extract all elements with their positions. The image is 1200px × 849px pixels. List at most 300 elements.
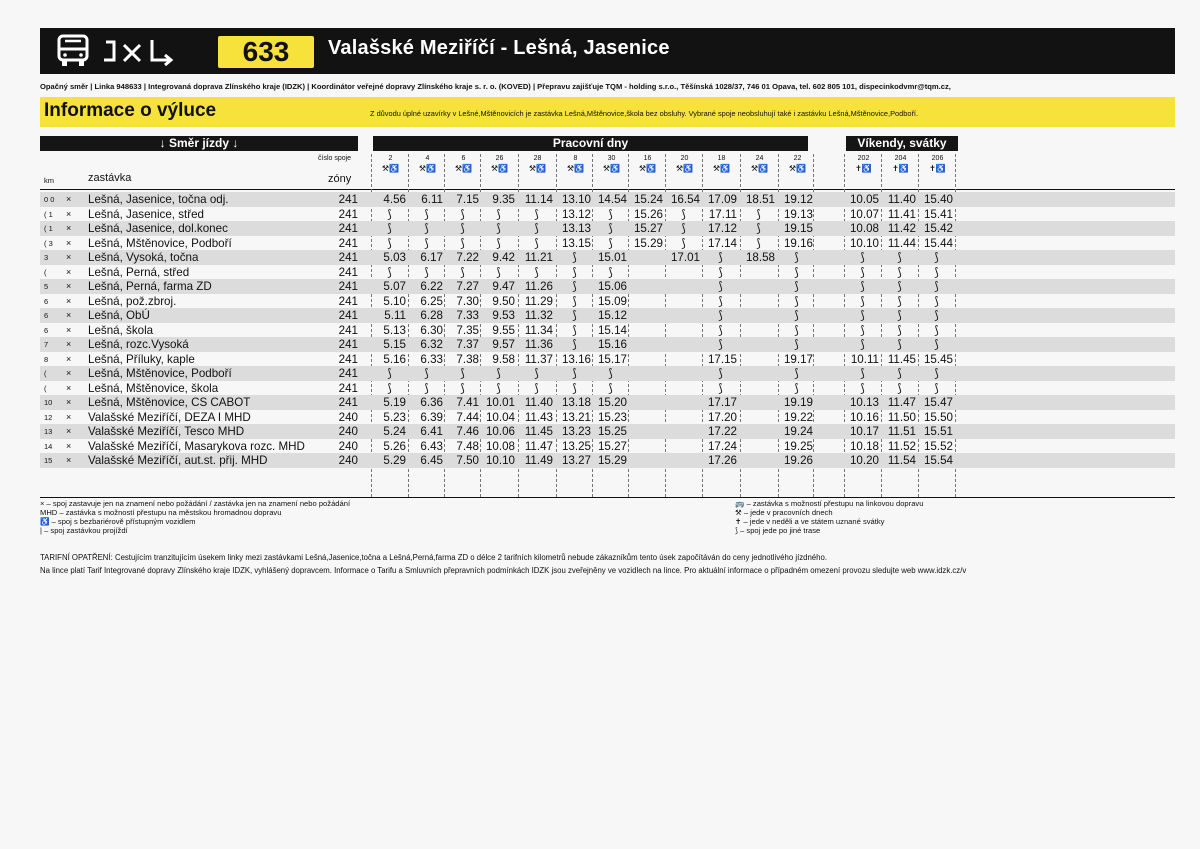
weekend-symbol: ✝♿ [892, 164, 909, 173]
trip-number: 24 [755, 155, 764, 162]
departure-time: 7.33 [456, 309, 479, 322]
departure-time: 7.46 [456, 425, 479, 438]
departure-time: 9.35 [492, 193, 515, 206]
departure-time: 10.07 [849, 207, 879, 221]
departure-time: ⟆ [794, 367, 799, 380]
departure-time: 15.45 [923, 352, 953, 366]
departure-time: 10.10 [485, 454, 515, 467]
departure-time: 11.51 [887, 425, 916, 438]
request-stop-mark: × [66, 368, 72, 378]
departure-time: 6.45 [420, 454, 443, 467]
departure-time: 19.25 [783, 439, 813, 453]
departure-time: ⟆ [608, 265, 613, 279]
workday-symbol: ⚒♿ [566, 164, 585, 173]
departure-time: ⟆ [424, 265, 429, 279]
departure-time: 6.22 [420, 280, 443, 293]
departure-time: 17.14 [707, 236, 737, 250]
stop-name: Lešná, Příluky, kaple [88, 352, 195, 366]
departure-time: ⟆ [424, 207, 429, 221]
departure-time: ⟆ [608, 207, 613, 221]
departure-time: ⟆ [424, 381, 429, 395]
departure-time: 13.23 [561, 425, 591, 438]
departure-time: 10.05 [849, 193, 879, 206]
km-value: 13 [44, 427, 53, 436]
departure-time: 19.22 [783, 410, 813, 424]
departure-time: 10.08 [849, 222, 879, 235]
km-value: 7 [44, 340, 49, 349]
departure-time: 6.28 [420, 309, 443, 322]
departure-time: ⟆ [756, 222, 761, 235]
departure-time: 19.17 [783, 352, 813, 366]
trip-number: 18 [717, 155, 726, 162]
departure-time: 11.47 [887, 396, 916, 409]
zone-value: 241 [338, 338, 358, 351]
departure-time: ⟆ [934, 338, 939, 351]
legend-left [40, 499, 350, 535]
departure-time: ⟆ [572, 323, 577, 337]
zone-value: 241 [338, 251, 358, 264]
departure-time: 15.44 [923, 236, 953, 250]
departure-time: 15.14 [597, 323, 627, 337]
departure-time: 5.29 [383, 454, 406, 467]
request-stop-mark: × [66, 411, 72, 422]
request-stop-mark: × [66, 397, 72, 407]
departure-time: 19.13 [783, 207, 813, 221]
request-stop-mark: × [66, 237, 72, 248]
departure-time: ⟆ [718, 251, 723, 264]
departure-time: 5.07 [383, 280, 406, 293]
km-value: ( 1 [44, 209, 53, 219]
departure-time: 9.55 [492, 323, 515, 337]
departure-time: 17.12 [707, 222, 737, 235]
departure-time: ⟆ [534, 207, 539, 221]
direction-header: ↓ Směr jízdy ↓ [40, 136, 358, 151]
departure-time: ⟆ [718, 309, 723, 322]
departure-time: ⟆ [756, 207, 761, 221]
departure-time: ⟆ [897, 251, 902, 264]
workday-symbol: ⚒♿ [602, 164, 621, 173]
departure-time: 11.14 [524, 193, 553, 206]
departure-time: ⟆ [860, 251, 865, 264]
trip-number: 6 [461, 155, 466, 162]
departure-time: ⟆ [460, 381, 465, 395]
zone-value: 241 [338, 193, 358, 206]
departure-time: 9.42 [492, 251, 515, 264]
departure-time: 11.34 [524, 323, 553, 337]
departure-time: ⟆ [387, 222, 392, 235]
zone-value: 241 [338, 207, 358, 221]
request-stop-mark: × [66, 440, 72, 451]
connection-label: číslo spoje [318, 155, 352, 162]
departure-time: 15.40 [923, 193, 953, 206]
departure-time: 11.36 [524, 338, 553, 351]
departure-time: 9.53 [492, 309, 515, 322]
departure-time: 19.19 [783, 396, 813, 409]
departure-time: 15.29 [597, 454, 627, 467]
stop-name: Lešná, Jasenice, točna odj. [88, 193, 229, 206]
trip-number: 206 [931, 155, 944, 162]
stop-name: Valašské Meziříčí, DEZA I MHD [88, 410, 251, 424]
departure-time: 15.51 [923, 425, 953, 438]
departure-time: ⟆ [794, 338, 799, 351]
zone-value: 240 [338, 454, 358, 467]
departure-time: ⟆ [718, 265, 723, 279]
departure-time: 11.40 [887, 193, 916, 206]
departure-time: ⟆ [794, 309, 799, 322]
trip-number: 16 [643, 155, 652, 162]
stop-column-label: zastávka [88, 172, 132, 184]
departure-time: 10.13 [849, 396, 879, 409]
stop-name: Valašské Meziříčí, Masarykova rozc. MHD [88, 439, 305, 453]
departure-time: ⟆ [897, 280, 902, 293]
trip-number: 30 [607, 155, 616, 162]
departure-time: 7.35 [456, 323, 479, 337]
departure-time: ⟆ [794, 265, 799, 279]
stop-name: Lešná, Mštěnovice, škola [88, 381, 219, 395]
departure-time: 18.58 [745, 251, 775, 264]
departure-time: ⟆ [794, 251, 799, 264]
departure-time: ⟆ [460, 207, 465, 221]
departure-time: 6.17 [420, 251, 443, 264]
departure-time: 5.15 [383, 338, 406, 351]
km-value: ( [44, 267, 47, 277]
departure-time: 15.24 [633, 193, 663, 206]
departure-time: ⟆ [534, 265, 539, 279]
departure-time: 15.23 [597, 410, 627, 424]
departure-time: ⟆ [608, 222, 613, 235]
trip-number: 20 [680, 155, 689, 162]
departure-time: ⟆ [860, 294, 865, 308]
km-value: 5 [44, 282, 49, 291]
departure-time: 11.42 [887, 222, 916, 235]
legend-item: ⟆ – spoj jede po jiné trase [735, 526, 821, 535]
departure-time: ⟆ [897, 338, 902, 351]
departure-time: 15.09 [597, 294, 627, 308]
departure-time: ⟆ [718, 338, 723, 351]
workday-symbol: ⚒♿ [528, 164, 547, 173]
request-stop-mark: × [66, 295, 72, 306]
departure-time: ⟆ [496, 207, 501, 221]
zone-value: 241 [338, 309, 358, 322]
departure-time: 13.15 [561, 236, 591, 250]
legend-item: | – spoj zastávkou projíždí [40, 526, 128, 535]
departure-time: ⟆ [608, 236, 613, 250]
trip-number: 204 [894, 155, 907, 162]
request-stop-mark: × [66, 324, 72, 335]
departure-time: ⟆ [496, 381, 501, 395]
departure-time: ⟆ [934, 294, 939, 308]
departure-time: 5.13 [383, 323, 406, 337]
request-stop-mark: × [66, 208, 72, 219]
departure-time: 7.37 [456, 338, 479, 351]
stop-name: Lešná, pož.zbroj. [88, 294, 177, 308]
departure-time: ⟆ [460, 222, 465, 235]
departure-time: ⟆ [424, 236, 429, 250]
departure-time: 13.10 [561, 193, 591, 206]
departure-time: 13.21 [561, 410, 591, 424]
zone-value: 241 [338, 265, 358, 279]
tariff-info: Na lince platí Tarif Integrované dopravy Zlínského kraje IDZK, vyhlášený dopravcem. Informace o Tarifu a Smluvních přepravních podmínkách IDZK jsou zveřejněny ve vozidlech na lince. Pro aktuální informace o případném omezení provozu sledujte web www.idzk.cz/v [40, 566, 967, 575]
departure-time: ⟆ [794, 294, 799, 308]
departure-time: 6.32 [420, 338, 443, 351]
stop-name: Lešná, Mštěnovice, CS CABOT [88, 396, 251, 409]
request-stop-mark: × [66, 252, 72, 262]
zone-value: 240 [338, 439, 358, 453]
departure-time: 6.25 [420, 294, 443, 308]
weekend-symbol: ✝♿ [929, 164, 946, 173]
workday-symbol: ⚒♿ [788, 164, 807, 173]
info-banner [40, 97, 1175, 127]
departure-time: 10.08 [485, 439, 515, 453]
km-value: ( 1 [44, 224, 53, 233]
departure-time: 11.37 [524, 352, 553, 366]
departure-time: ⟆ [496, 222, 501, 235]
legend-item: 🚌 – zastávka s možností přestupu na linkovou dopravu [735, 499, 924, 508]
request-stop-mark: × [66, 223, 72, 233]
stop-name: Lešná, Vysoká, točna [88, 251, 199, 264]
departure-time: 15.01 [597, 251, 627, 264]
departure-time: ⟆ [387, 381, 392, 395]
departure-time: 5.24 [383, 425, 406, 438]
departure-time: ⟆ [460, 236, 465, 250]
departure-time: 13.18 [561, 396, 591, 409]
departure-time: 10.11 [850, 352, 879, 366]
departure-time: 15.06 [597, 280, 627, 293]
departure-time: ⟆ [608, 381, 613, 395]
zone-value: 241 [338, 236, 358, 250]
departure-time: 11.47 [524, 439, 553, 453]
departure-time: 19.15 [783, 222, 813, 235]
departure-time: 6.39 [420, 410, 443, 424]
departure-time: 15.54 [923, 454, 953, 467]
weekend-header: Víkendy, svátky [846, 136, 958, 151]
zone-value: 241 [338, 381, 358, 395]
departure-time: ⟆ [718, 323, 723, 337]
departure-time: ⟆ [460, 367, 465, 380]
departure-time: ⟆ [934, 323, 939, 337]
departure-time: 9.57 [492, 338, 515, 351]
departure-time: ⟆ [934, 265, 939, 279]
legend-right [735, 499, 923, 535]
departure-time: 7.22 [456, 251, 479, 264]
departure-time: 15.47 [923, 396, 953, 409]
workday-symbol: ⚒♿ [418, 164, 437, 173]
departure-time: 5.03 [383, 251, 406, 264]
departure-time: ⟆ [681, 236, 686, 250]
departure-time: 19.26 [783, 454, 813, 467]
departure-time: 17.24 [707, 439, 737, 453]
stop-name: Valašské Meziříčí, aut.st. přij. MHD [88, 454, 268, 467]
departure-time: 5.11 [384, 309, 406, 322]
departure-time: 19.16 [783, 236, 813, 250]
departure-time: 13.16 [561, 352, 591, 366]
departure-time: 15.50 [923, 410, 953, 424]
departure-time: 11.43 [524, 410, 553, 424]
departure-time: ⟆ [387, 207, 392, 221]
departure-time: 10.17 [849, 425, 879, 438]
trip-number: 4 [425, 155, 430, 162]
departure-time: 17.01 [670, 251, 700, 264]
departure-time: 5.10 [383, 294, 406, 308]
workday-symbol: ⚒♿ [381, 164, 400, 173]
zone-value: 241 [338, 367, 358, 380]
trip-number: 22 [793, 155, 802, 162]
zone-value: 240 [338, 425, 358, 438]
departure-time: ⟆ [572, 265, 577, 279]
departure-time: ⟆ [897, 323, 902, 337]
departure-time: 7.44 [456, 410, 479, 424]
legend-item: MHD – zastávka s možností přestupu na městskou hromadnou dopravu [40, 508, 282, 517]
departure-time: 11.32 [524, 309, 553, 322]
departure-time: ⟆ [572, 338, 577, 351]
departure-time: 10.04 [485, 410, 515, 424]
workday-symbol: ⚒♿ [638, 164, 657, 173]
header-bar [40, 28, 1175, 74]
departure-time: ⟆ [608, 367, 613, 380]
departure-time: ⟆ [424, 222, 429, 235]
exclusion-symbol-icon [100, 36, 200, 66]
departure-time: 11.44 [887, 236, 916, 250]
departure-time: ⟆ [572, 280, 577, 293]
km-value: 6 [44, 296, 49, 306]
departure-time: ⟆ [460, 265, 465, 279]
departure-time: ⟆ [860, 323, 865, 337]
departure-time: ⟆ [718, 367, 723, 380]
zone-value: 241 [338, 396, 358, 409]
departure-time: 6.36 [420, 396, 443, 409]
tariff-note: TARIFNÍ OPATŘENÍ: Cestujícím tranzitujícím úsekem linky mezi zastávkami Lešná,Jasenice,točna a Lešná,Perná,farma ZD o délce 2 tarifních kilometrů nebude zákazníkům tento úsek započítáván do ceny jednotlivého jízdného. [40, 553, 827, 562]
departure-time: 15.29 [633, 236, 663, 250]
header-rule [40, 189, 1175, 190]
departure-time: 11.40 [524, 396, 553, 409]
departure-time: 13.25 [561, 439, 591, 453]
departure-time: ⟆ [860, 280, 865, 293]
km-value: ( [44, 383, 47, 393]
departure-time: ⟆ [934, 280, 939, 293]
departure-time: 7.38 [456, 352, 479, 366]
km-label: km [44, 176, 54, 185]
workday-symbol: ⚒♿ [750, 164, 769, 173]
trip-number: 8 [573, 155, 578, 162]
request-stop-mark: × [66, 310, 72, 320]
departure-time: 7.30 [456, 294, 479, 308]
departure-time: 6.41 [420, 425, 443, 438]
departure-time: 5.23 [383, 410, 406, 424]
km-value: 0 0 [44, 195, 55, 204]
legend-item: ⚒ – jede v pracovních dnech [735, 508, 833, 517]
departure-time: 6.33 [420, 352, 443, 366]
departure-time: ⟆ [794, 280, 799, 293]
departure-time: 9.50 [492, 294, 515, 308]
departure-time: 6.30 [420, 323, 443, 337]
departure-time: ⟆ [572, 251, 577, 264]
departure-time: ⟆ [534, 236, 539, 250]
departure-time: ⟆ [897, 381, 902, 395]
departure-time: ⟆ [897, 265, 902, 279]
departure-time: 7.41 [456, 396, 479, 409]
km-value: 8 [44, 354, 49, 364]
departure-time: 10.18 [849, 439, 879, 453]
departure-time: 9.58 [492, 352, 515, 366]
km-value: 14 [44, 441, 53, 451]
zone-value: 241 [338, 222, 358, 235]
departure-time: 19.12 [783, 193, 813, 206]
request-stop-mark: × [66, 426, 72, 436]
departure-time: ⟆ [718, 381, 723, 395]
legend-item: ♿ – spoj s bezbariérově přístupným vozidlem [40, 517, 196, 526]
legend-item: × – spoj zastavuje jen na znamení nebo požádání / zastávka jen na znamení nebo požádání [40, 499, 351, 508]
trip-number: 2 [388, 155, 393, 162]
workday-symbol: ⚒♿ [454, 164, 473, 173]
request-stop-mark: × [66, 194, 72, 204]
departure-time: ⟆ [496, 265, 501, 279]
request-stop-mark: × [66, 281, 72, 291]
departure-time: ⟆ [794, 323, 799, 337]
departure-time: 15.16 [597, 338, 627, 351]
departure-time: ⟆ [718, 294, 723, 308]
departure-time: ⟆ [572, 381, 577, 395]
zone-value: 240 [338, 410, 358, 424]
km-value: 15 [44, 456, 53, 465]
departure-time: 11.29 [524, 294, 553, 308]
departure-time: 17.17 [707, 396, 737, 409]
departure-time: 10.10 [849, 236, 879, 250]
departure-time: ⟆ [496, 236, 501, 250]
trip-number: 202 [857, 155, 870, 162]
weekend-symbol: ✝♿ [855, 164, 872, 173]
departure-time: 11.45 [887, 352, 916, 366]
departure-time: 11.50 [887, 410, 916, 424]
stop-name: Lešná, Mštěnovice, Podboří [88, 367, 232, 380]
legend-item: ✝ – jede v neděli a ve státem uznané svátky [735, 517, 885, 526]
km-value: 12 [44, 412, 53, 422]
departure-time: 5.26 [383, 439, 406, 453]
km-value: 10 [44, 398, 53, 407]
departure-time: 4.56 [383, 193, 406, 206]
workdays-header: Pracovní dny [373, 136, 808, 151]
departure-time: ⟆ [424, 367, 429, 380]
departure-time: ⟆ [572, 294, 577, 308]
departure-time: 15.26 [633, 207, 663, 221]
departure-time: ⟆ [534, 381, 539, 395]
departure-time: 17.22 [707, 425, 737, 438]
trip-number: 26 [495, 155, 504, 162]
departure-time: 13.12 [561, 207, 591, 221]
departure-time: 10.01 [485, 396, 515, 409]
departure-time: ⟆ [496, 367, 501, 380]
departure-time: 15.52 [923, 439, 953, 453]
departure-time: ⟆ [860, 265, 865, 279]
info-title: Informace o výluce [44, 100, 217, 121]
departure-time: ⟆ [681, 222, 686, 235]
departure-time: 16.54 [670, 193, 700, 206]
departure-time: 11.21 [524, 251, 553, 264]
stop-name: Lešná, ObÚ [88, 309, 150, 322]
departure-time: ⟆ [860, 338, 865, 351]
departure-time: ⟆ [572, 309, 577, 322]
km-value: ( 3 [44, 238, 53, 248]
departure-time: 5.16 [383, 352, 406, 366]
departure-time: 11.49 [524, 454, 553, 467]
departure-time: ⟆ [934, 251, 939, 264]
zone-value: 241 [338, 280, 358, 293]
departure-time: ⟆ [387, 265, 392, 279]
departure-time: ⟆ [860, 367, 865, 380]
line-number: 633 [216, 34, 316, 70]
departure-time: ⟆ [897, 309, 902, 322]
departure-time: ⟆ [794, 381, 799, 395]
departure-time: 7.27 [456, 280, 479, 293]
